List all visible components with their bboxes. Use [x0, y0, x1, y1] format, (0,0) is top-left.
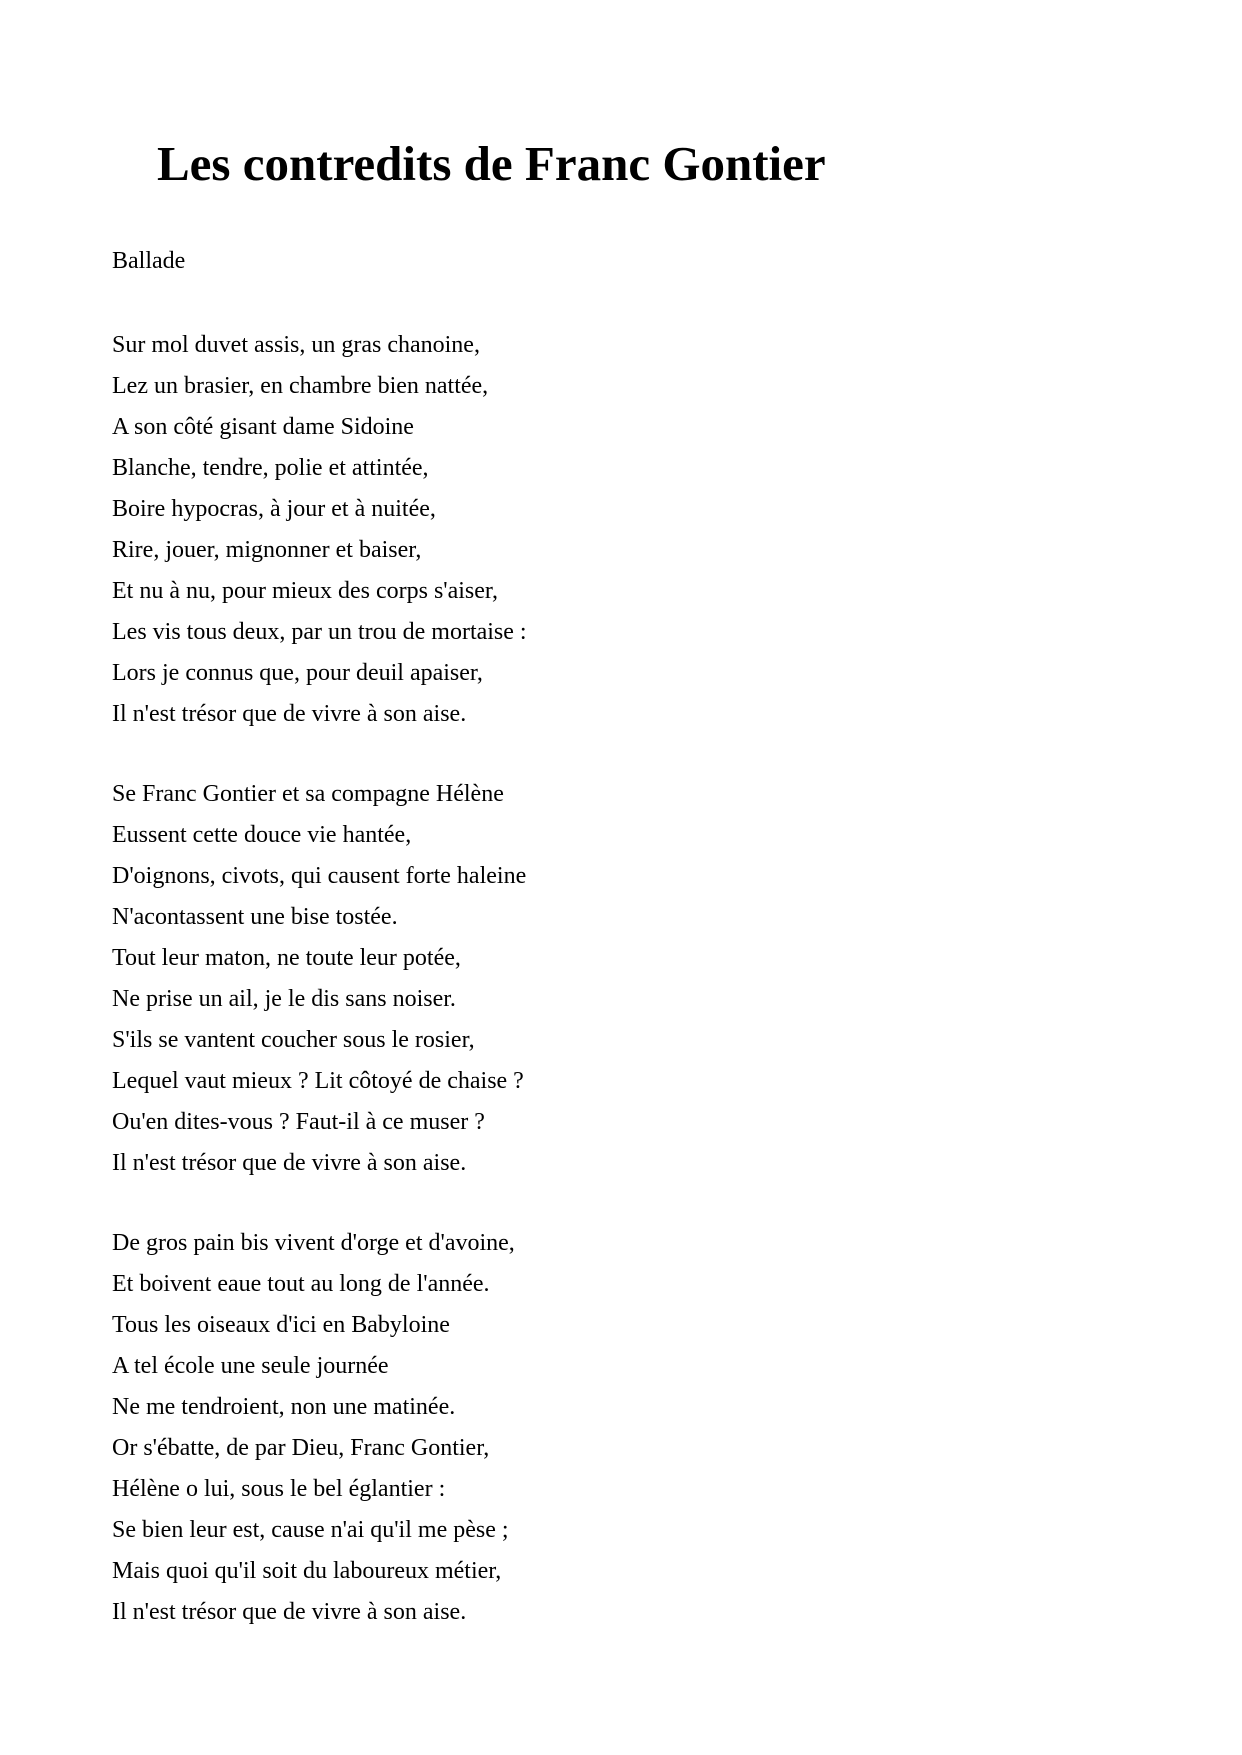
- stanza-2: [112, 774, 526, 1184]
- verse-line: D'oignons, civots, qui causent forte haleine: [112, 863, 527, 889]
- verse-line: Mais quoi qu'il soit du laboureux métier,: [112, 1558, 502, 1584]
- verse-line: Et boivent eaue tout au long de l'année.: [112, 1271, 490, 1297]
- refrain-line: Il n'est trésor que de vivre à son aise.: [112, 701, 467, 727]
- refrain-line: Il n'est trésor que de vivre à son aise.: [112, 1599, 467, 1625]
- verse-line: Ne prise un ail, je le dis sans noiser.: [112, 986, 456, 1012]
- verse-line: Or s'ébatte, de par Dieu, Franc Gontier,: [112, 1435, 490, 1461]
- verse-line: Sur mol duvet assis, un gras chanoine,: [112, 332, 480, 358]
- verse-line: Hélène o lui, sous le bel églantier :: [112, 1476, 446, 1502]
- verse-line: Blanche, tendre, polie et attintée,: [112, 455, 429, 481]
- verse-line: Lors je connus que, pour deuil apaiser,: [112, 660, 483, 686]
- verse-line: Les vis tous deux, par un trou de mortaise :: [112, 619, 527, 645]
- poem-form-label: Ballade: [112, 248, 186, 274]
- verse-line: Ou'en dites-vous ? Faut-il à ce muser ?: [112, 1109, 485, 1135]
- verse-line: A son côté gisant dame Sidoine: [112, 414, 414, 440]
- page-title: Les contredits de Franc Gontier: [157, 136, 826, 191]
- verse-line: Rire, jouer, mignonner et baiser,: [112, 537, 422, 563]
- verse-line: Tout leur maton, ne toute leur potée,: [112, 945, 461, 971]
- verse-line: N'acontassent une bise tostée.: [112, 904, 398, 930]
- stanza-1: [112, 325, 527, 735]
- verse-line: Ne me tendroient, non une matinée.: [112, 1394, 456, 1420]
- verse-line: Lez un brasier, en chambre bien nattée,: [112, 373, 489, 399]
- stanza-3: [112, 1223, 515, 1633]
- verse-line: Se bien leur est, cause n'ai qu'il me pèse ;: [112, 1517, 509, 1543]
- verse-line: S'ils se vantent coucher sous le rosier,: [112, 1027, 475, 1053]
- verse-line: Eussent cette douce vie hantée,: [112, 822, 412, 848]
- verse-line: Se Franc Gontier et sa compagne Hélène: [112, 781, 504, 807]
- refrain-line: Il n'est trésor que de vivre à son aise.: [112, 1150, 467, 1176]
- verse-line: A tel école une seule journée: [112, 1353, 389, 1379]
- verse-line: Boire hypocras, à jour et à nuitée,: [112, 496, 436, 522]
- verse-line: Lequel vaut mieux ? Lit côtoyé de chaise ?: [112, 1068, 524, 1094]
- verse-line: De gros pain bis vivent d'orge et d'avoine,: [112, 1230, 515, 1256]
- verse-line: Tous les oiseaux d'ici en Babyloine: [112, 1312, 450, 1338]
- verse-line: Et nu à nu, pour mieux des corps s'aiser,: [112, 578, 498, 604]
